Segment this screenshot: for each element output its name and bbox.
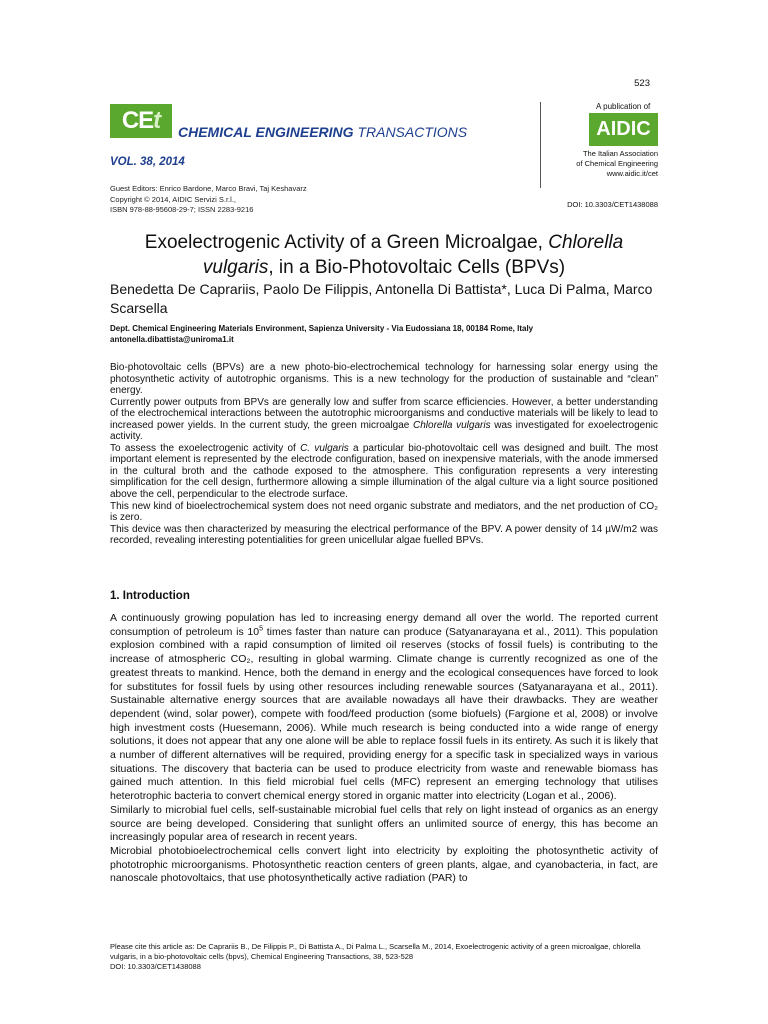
text-run: a particular bio-photovoltaic cell was designed and built. The most important element is represented by the electrode configuration, based on inexpensive materials, with the anode immersed in the cultural broth and the cathode exposed to the atmosphere. This configuration represents a very interesting simplification for the cell design, furthermore allowing a simple illumination of the algal culture via a light source positioned above the cell, perpendicular to the electrode surface. [110,442,658,501]
citation-doi: DOI: 10.3303/CET1438088 [110,962,201,971]
affiliation-block [110,323,662,345]
citation-text: Please cite this article as: De Caprariis B., De Filippis P., Di Battista A., Di Palma L., Scarsella M., 2014, Exoelectrogenic activity of a green microalgae, chlorella vulgaris, in a bio-photovoltaic cells (bpvs), Chemical Engineering Transactions, 38, 523-528 [110,942,641,961]
title-species: Chlorella vulgaris [202,232,624,278]
text-run: Currently power outputs from BPVs are generally low and suffer from scarce efficiencies. However, a better understanding of the electrochemical interactions between the autotrophic microorganisms and conductive materials will be likely to lead to increased power yields. In the current study, the green microalgae [110,396,658,431]
intro-paragraph [110,612,658,804]
aidic-association [576,149,658,179]
assoc-line-2: of Chemical Engineering [576,159,658,168]
text-run: times faster than nature can produce (Satyanarayana et al., 2011). This population explosion combined with a rapid consumption of limited oil reserves (stocks of fossil fuels) is contributing to the increase of atmospheric CO₂, resulting in global warming. Climate change is currently recognized as one of the greatest threats to mankind. Hence, both the demand in energy and the ecological consequences have forced to look for substitutes for fossil fuels by using other resources including renewable sources (Satyanarayana et al., 2011). Sustainable alternative energy sources that are available nowadays all have their drawbacks. They are weather dependent (wind, solar power), compete with food/feed production (some biofuels) (Fargione et al, 2008) or involve high investment costs (Huesemann, 2006). While much research is being conducted into a wide range of energy solutions, it does not appear that any one alone will be able to replace fossil fuels in its entirety. As such it is likely that a number of different alternatives will be required, providing energy for a specific task in specialized ways in various situations. The discovery that bacteria can be used to produce electricity from waste and renewable biomass has gained much attention. In this field microbial fuel cells (MFC) represent an emerging technology that utilises heterotrophic bacteria to convert chemical energy stored in organic matter into electricity (Logan et al., 2006). [110,625,658,803]
editorial-info [110,184,307,216]
abstract [110,362,658,547]
text-run: To assess the exoelectrogenic activity of [110,442,301,454]
aidic-logo: AIDIC [589,113,658,146]
page-number: 523 [634,78,650,89]
abstract-paragraph: This new kind of bioelectrochemical system does not need organic substrate and mediators, and the net production of CO₂ is zero. [110,500,658,524]
title-part-1: Exoelectrogenic Activity of a Green Microalgae, [144,232,549,253]
superscript: 5 [259,625,264,633]
publication-of: A publication of [596,102,651,111]
species-name: C. vulgaris [300,442,349,454]
abstract-paragraph [110,397,658,443]
cet-logo [110,104,172,138]
journal-name-light: TRANSACTIONS [357,124,468,140]
introduction-body [110,612,658,886]
abstract-paragraph: This device was then characterized by measuring the electrical performance of the BPV. A power density of 14 µW/m2 was recorded, revealing interesting potentialities for green unicellular algae fuelled BPVs. [110,523,658,547]
paper-title [108,230,660,280]
authors: Benedetta De Caprariis, Paolo De Filippis, Antonella Di Battista*, Luca Di Palma, Marco Scarsella [110,281,653,316]
journal-name-bold: CHEMICAL ENGINEERING [178,124,354,140]
section-heading: 1. Introduction [110,590,190,602]
aidic-website: www.aidic.it/cet [606,169,658,178]
journal-name [178,124,467,140]
text-run: A continuously growing population has led to increasing energy demand all over the world. The reported current consumption of petroleum is 10 [110,612,658,638]
logo-text: CE [121,107,154,134]
header-doi: DOI: 10.3303/CET1438088 [567,200,658,209]
intro-paragraph: Similarly to microbial fuel cells, self-sustainable microbial fuel cells that rely on light instead of organics as an energy source are being developed. Considering that sunlight offers an unlimited source of energy, this has become an increasingly popular area of research in recent years. [110,803,658,844]
volume: VOL. 38, 2014 [110,156,185,168]
logo-t: t [153,107,161,134]
abstract-paragraph: Bio-photovoltaic cells (BPVs) are a new photo-bio-electrochemical technology for harnessing solar energy using the photosynthetic activity of autotrophic organisms. This is a new technology for the production of sustainable and “clean” energy. [110,362,658,397]
guest-editors: Guest Editors: Enrico Bardone, Marco Bravi, Taj Keshavarz [110,184,307,193]
isbn: ISBN 978-88-95608-29-7; ISSN 2283-9216 [110,205,254,214]
affiliation: Dept. Chemical Engineering Materials Environment, Sapienza University - Via Eudossiana 18, 00184 Rome, Italy [110,324,534,333]
email: antonella.dibattista@uniroma1.it [110,335,234,344]
header-divider [540,102,541,188]
copyright: Copyright © 2014, AIDIC Servizi S.r.l., [110,194,236,204]
abstract-paragraph [110,443,658,501]
text-run: was investigated for exoelectrogenic activity. [110,419,658,443]
assoc-line-1: The Italian Association [582,149,658,158]
title-part-2: , in a Bio-Photovoltaic Cells (BPVs) [268,257,566,278]
intro-paragraph: Microbial photobioelectrochemical cells convert light into electricity by exploiting the photosynthetic activity of phototrophic microorganisms. Photosynthetic reaction centers of green plants, algae, and cyanobacteria, in fact, are nanoscale photovoltaics, that use photosynthetically active radiation (PAR) to [110,844,658,885]
citation-footer [110,942,658,972]
species-name: Chlorella vulgaris [413,419,491,431]
